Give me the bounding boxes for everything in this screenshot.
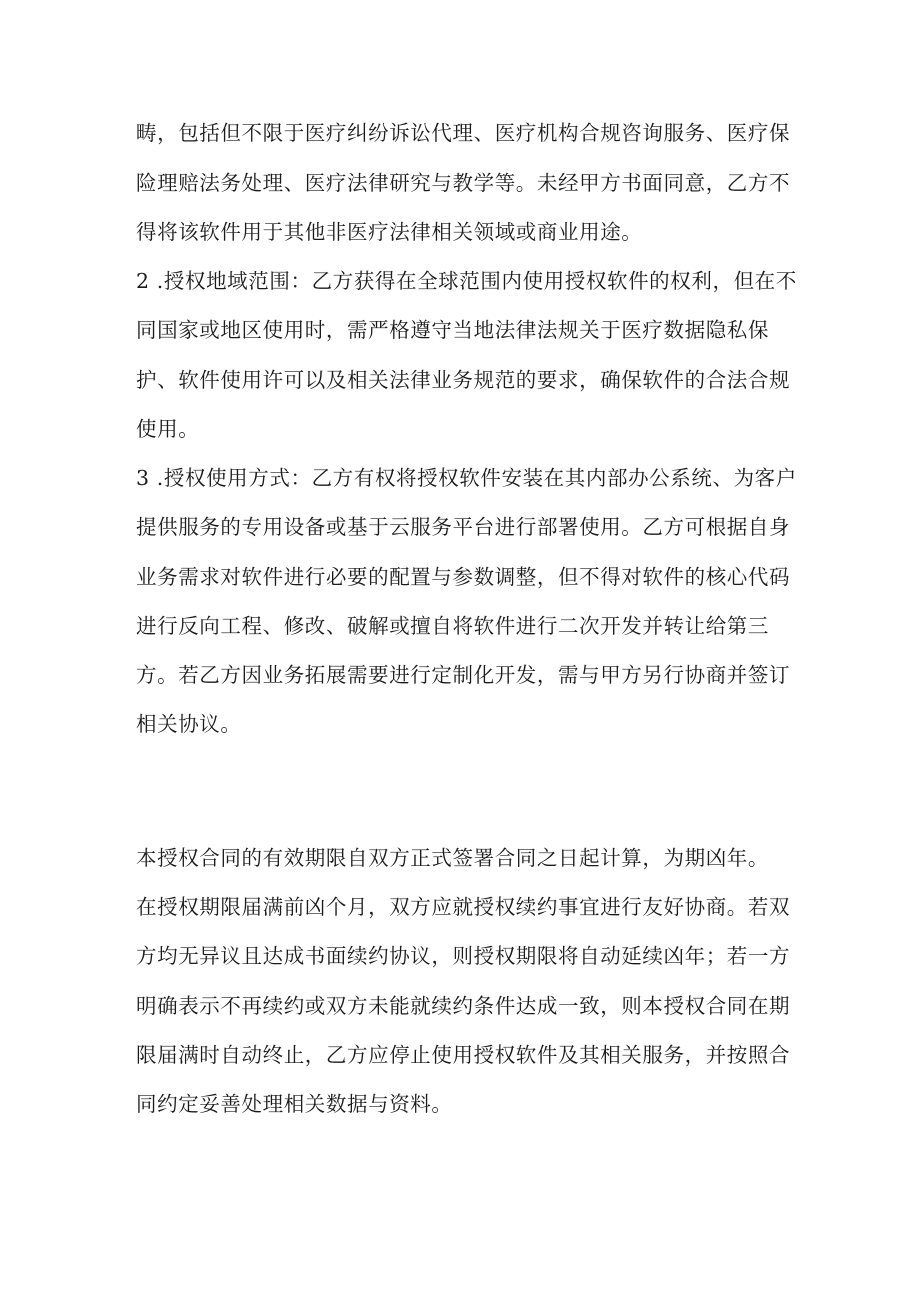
term-line-2: 在授权期限届满前凶个月，双方应就授权续约事宜进行友好协商。若双 <box>136 895 791 919</box>
term-line-6: 同约定妥善处理相关数据与资料。 <box>136 1092 453 1116</box>
usage-line-3: 业务需求对软件进行必要的配置与参数调整，但不得对软件的核心代码 <box>136 565 791 589</box>
usage-line-6: 相关协议。 <box>136 712 242 736</box>
term-line-1: 本授权合同的有效期限自双方正式签署合同之日起计算，为期凶年。 <box>136 846 769 870</box>
scope-line-1: 畴，包括但不限于医疗纠纷诉讼代理、医疗机构合规咨询服务、医疗保 <box>136 121 791 145</box>
term-line-5: 限届满时自动终止，乙方应停止使用授权软件及其相关服务，并按照合 <box>136 1043 791 1067</box>
usage-line-5: 方。若乙方因业务拓展需要进行定制化开发，需与甲方另行协商并签订 <box>136 663 791 687</box>
usage-line-2: 提供服务的专用设备或基于云服务平台进行部署使用。乙方可根据自身 <box>136 515 791 539</box>
region-line-1: 2 .授权地域范围：乙方获得在全球范围内使用授权软件的权利，但在不 <box>136 269 797 293</box>
region-line-3: 护、软件使用许可以及相关法律业务规范的要求，确保软件的合法合规 <box>136 368 791 392</box>
scope-line-2: 险理赔法务处理、医疗法律研究与教学等。未经甲方书面同意，乙方不 <box>136 171 791 195</box>
region-line-4: 使用。 <box>136 417 200 441</box>
usage-line-4: 进行反向工程、修改、破解或擅自将软件进行二次开发并转让给第三 <box>136 614 769 638</box>
usage-line-1: 3 .授权使用方式：乙方有权将授权软件安装在其内部办公系统、为客户 <box>136 466 797 490</box>
term-line-3: 方均无异议且达成书面续约协议，则授权期限将自动延续凶年；若一方 <box>136 944 791 968</box>
term-line-4: 明确表示不再续约或双方未能就续约条件达成一致，则本授权合同在期 <box>136 994 791 1018</box>
scope-line-3: 得将该软件用于其他非医疗法律相关领域或商业用途。 <box>136 220 643 244</box>
region-line-2: 同国家或地区使用时，需严格遵守当地法律法规关于医疗数据隐私保 <box>136 318 769 342</box>
